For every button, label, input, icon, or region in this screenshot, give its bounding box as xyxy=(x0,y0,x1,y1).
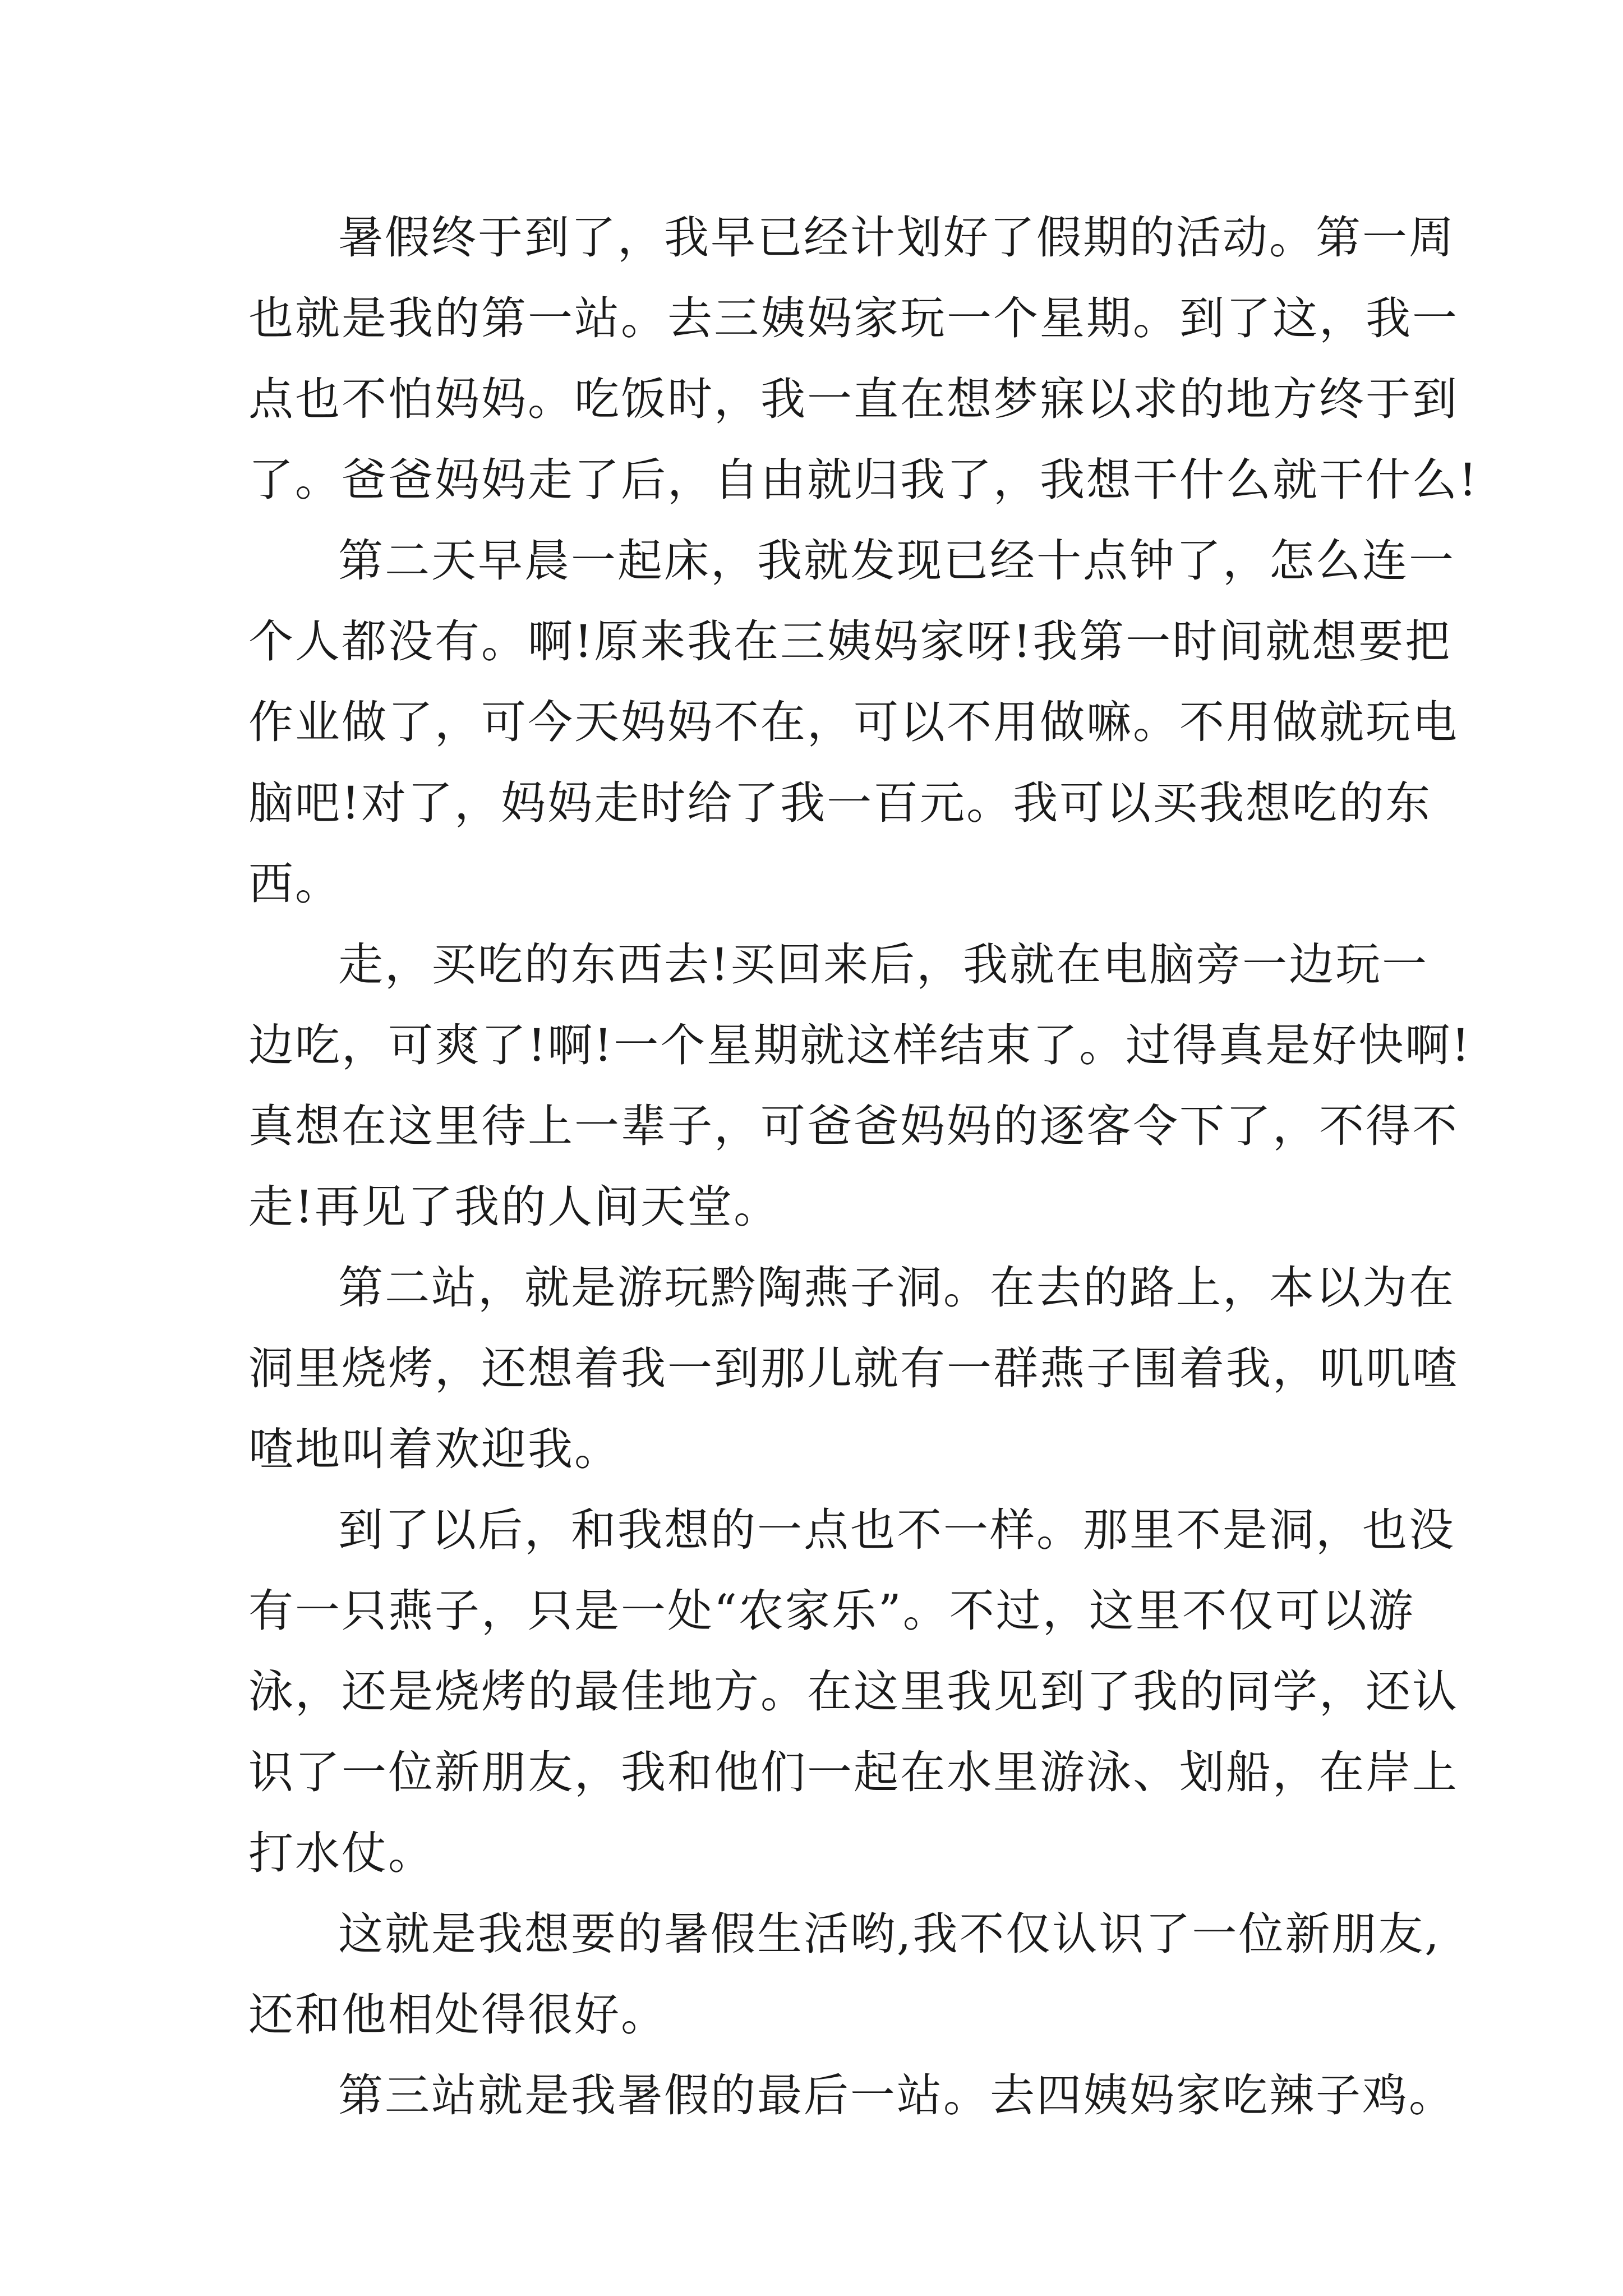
text-line: 作业做了，可今天妈妈不在，可以不用做嘛。不用做就玩电 xyxy=(248,696,1459,748)
paragraph-2 xyxy=(248,521,1459,924)
text-line: 喳地叫着欢迎我。 xyxy=(248,1423,621,1475)
text-line: 西。 xyxy=(248,858,342,910)
paragraph-6 xyxy=(248,1894,1441,2055)
text-line: 走，买吃的东西去!买回来后，我就在电脑旁一边玩一 xyxy=(338,938,1429,991)
text-line: 点也不怕妈妈。吃饭时，我一直在想梦寐以求的地方终于到 xyxy=(248,373,1459,425)
text-line: 泳，还是烧烤的最佳地方。在这里我见到了我的同学，还认 xyxy=(248,1665,1459,1718)
paragraph-3 xyxy=(248,924,1472,1248)
paragraph-1 xyxy=(248,197,1479,521)
text-line: 边吃，可爽了!啊!一个星期就这样结束了。过得真是好快啊! xyxy=(248,1019,1472,1071)
text-line: 真想在这里待上一辈子，可爸爸妈妈的逐客令下了，不得不 xyxy=(248,1100,1459,1152)
text-line: 第三站就是我暑假的最后一站。去四姨妈家吃辣子鸡。 xyxy=(338,2069,1455,2122)
text-line: 打水仗。 xyxy=(248,1827,435,1879)
text-line: 个人都没有。啊!原来我在三姨妈家呀!我第一时间就想要把 xyxy=(248,615,1452,668)
text-line: 了。爸爸妈妈走了后，自由就归我了，我想干什么就干什么! xyxy=(248,454,1479,506)
paragraph-7 xyxy=(248,2055,1455,2136)
paragraph-4 xyxy=(248,1248,1459,1490)
text-line: 走!再见了我的人间天堂。 xyxy=(248,1181,781,1233)
text-line: 洞里烧烤，还想着我一到那儿就有一群燕子围着我，叽叽喳 xyxy=(248,1342,1459,1395)
text-line: 第二天早晨一起床，我就发现已经十点钟了，怎么连一 xyxy=(338,535,1455,587)
paragraph-5 xyxy=(248,1490,1459,1894)
text-line: 脑吧!对了，妈妈走时给了我一百元。我可以买我想吃的东 xyxy=(248,777,1432,829)
text-line: 有一只燕子，只是一处“农家乐”。不过，这里不仅可以游 xyxy=(248,1585,1415,1637)
text-line: 这就是我想要的暑假生活哟,我不仅认识了一位新朋友, xyxy=(338,1908,1441,1960)
text-line: 识了一位新朋友，我和他们一起在水里游泳、划船，在岸上 xyxy=(248,1746,1459,1798)
text-line: 暑假终于到了，我早已经计划好了假期的活动。第一周 xyxy=(338,211,1455,264)
text-line: 到了以后，和我想的一点也不一样。那里不是洞，也没 xyxy=(338,1504,1455,1556)
essay-body xyxy=(248,197,1479,2136)
text-line: 也就是我的第一站。去三姨妈家玩一个星期。到了这，我一 xyxy=(248,292,1459,344)
text-line: 第二站，就是游玩黔陶燕子洞。在去的路上，本以为在 xyxy=(338,1262,1455,1314)
text-line: 还和他相处得很好。 xyxy=(248,1989,667,2041)
